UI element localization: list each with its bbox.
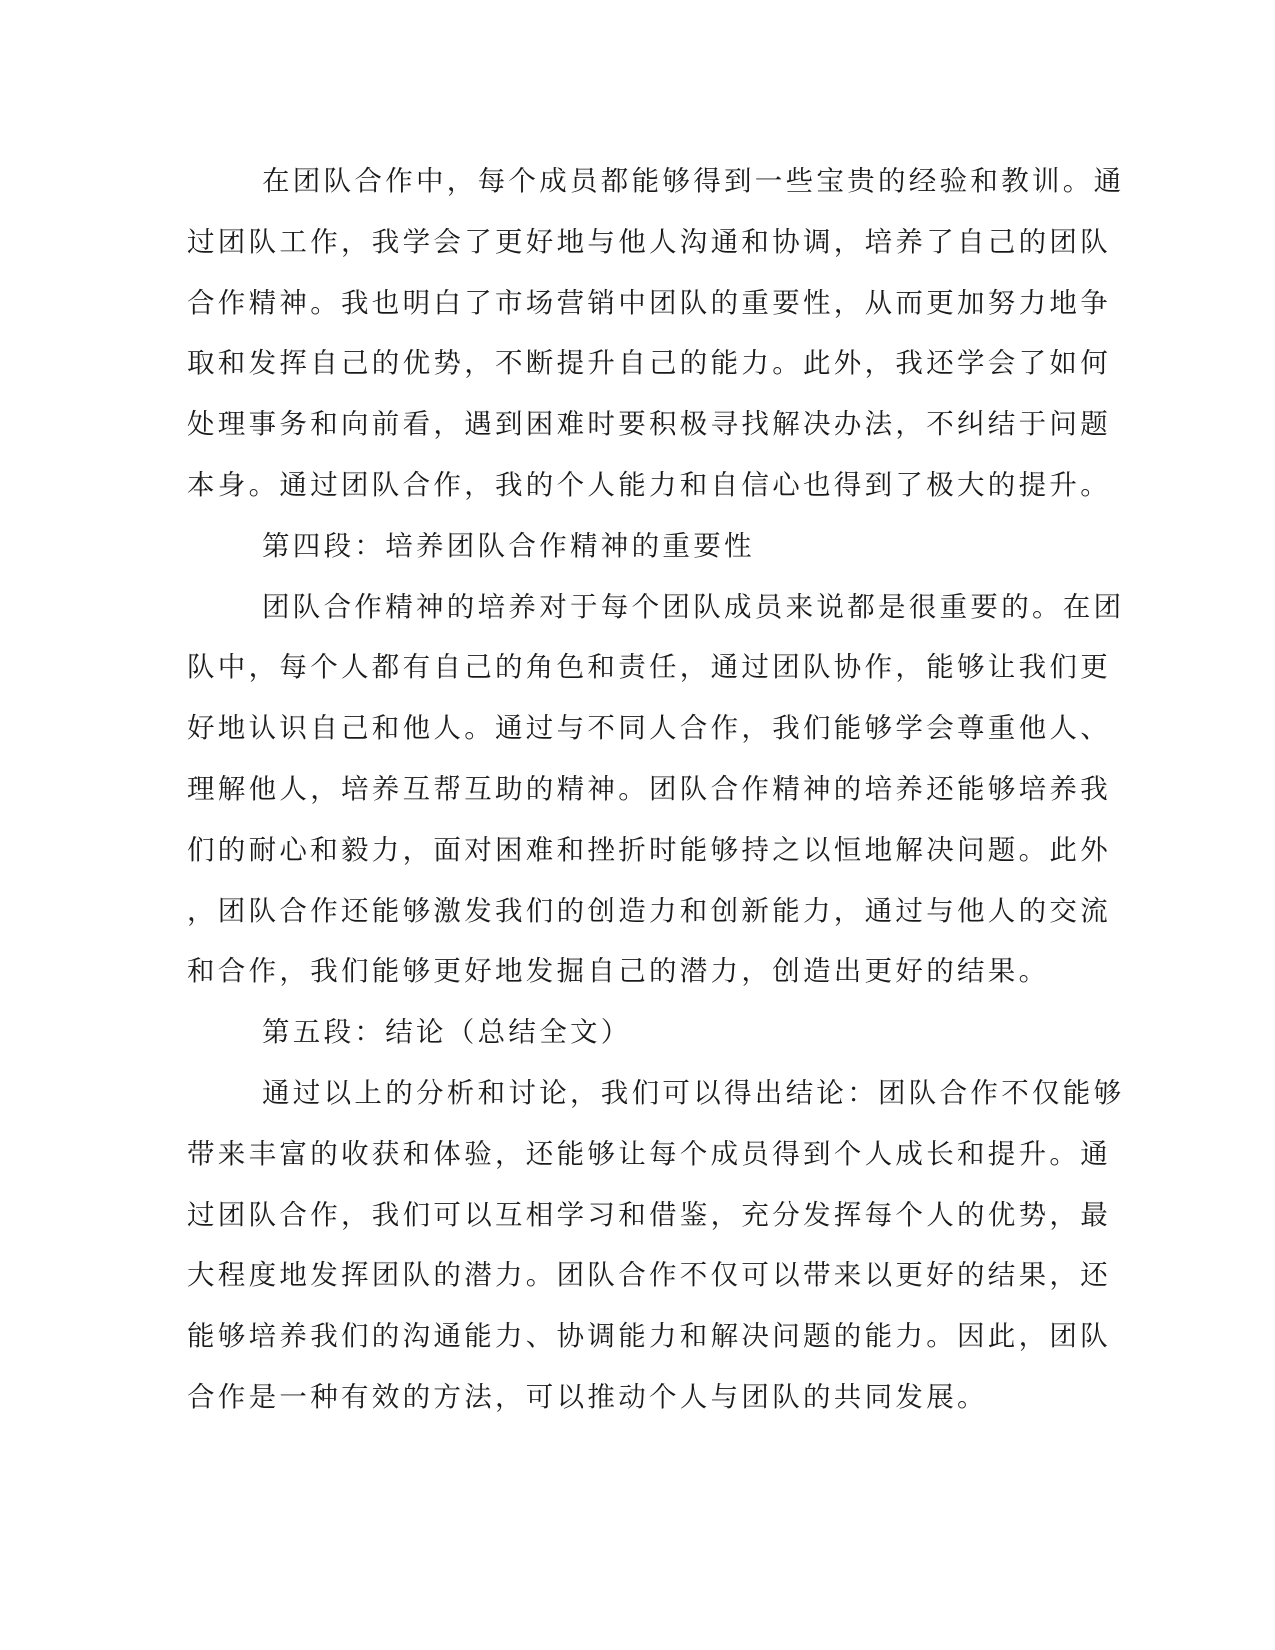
- text-line: 处理事务和向前看，遇到困难时要积极寻找解决办法，不纠结于问题: [187, 408, 1111, 441]
- text-line: 取和发挥自己的优势，不断提升自己的能力。此外，我还学会了如何: [187, 347, 1111, 380]
- text-line: 和合作，我们能够更好地发掘自己的潜力，创造出更好的结果。: [187, 955, 1050, 988]
- text-line: 在团队合作中，每个成员都能够得到一些宝贵的经验和教训。通: [262, 165, 1125, 197]
- section4-heading: 第四段：培养团队合作精神的重要性: [262, 529, 755, 562]
- text-line: 本身。通过团队合作，我的个人能力和自信心也得到了极大的提升。: [187, 468, 1111, 501]
- text-line: 们的耐心和毅力，面对困难和挫折时能够持之以恒地解决问题。此外: [187, 833, 1111, 866]
- text-line: 团队合作精神的培养对于每个团队成员来说都是很重要的。在团: [262, 590, 1125, 623]
- text-line: 合作是一种有效的方法，可以推动个人与团队的共同发展。: [187, 1380, 988, 1413]
- paragraph-section5: [187, 1063, 1125, 1428]
- text-line: 理解他人，培养互帮互助的精神。团队合作精神的培养还能够培养我: [187, 772, 1111, 805]
- text-line: 带来丰富的收获和体验，还能够让每个成员得到个人成长和提升。通: [187, 1137, 1111, 1170]
- text-line: ，团队合作还能够激发我们的创造力和创新能力，通过与他人的交流: [187, 894, 1111, 927]
- section5-heading: 第五段：结论（总结全文）: [262, 1016, 632, 1049]
- text-line: 好地认识自己和他人。通过与不同人合作，我们能够学会尊重他人、: [187, 712, 1111, 745]
- document-body: [187, 151, 1125, 1428]
- text-line: 队中，每个人都有自己的角色和责任，通过团队协作，能够让我们更: [187, 651, 1111, 684]
- paragraph-section4: [187, 577, 1125, 1003]
- text-line: 大程度地发挥团队的潜力。团队合作不仅可以带来以更好的结果，还: [187, 1259, 1111, 1292]
- text-line: 过团队工作，我学会了更好地与他人沟通和协调，培养了自己的团队: [187, 225, 1111, 258]
- text-line: 合作精神。我也明白了市场营销中团队的重要性，从而更加努力地争: [187, 286, 1111, 319]
- paragraph-teamwork-lessons: [187, 151, 1125, 516]
- text-line: 过团队合作，我们可以互相学习和借鉴，充分发挥每个人的优势，最: [187, 1198, 1111, 1231]
- text-line: 能够培养我们的沟通能力、协调能力和解决问题的能力。因此，团队: [187, 1320, 1111, 1353]
- text-line: 通过以上的分析和讨论，我们可以得出结论：团队合作不仅能够: [262, 1076, 1125, 1109]
